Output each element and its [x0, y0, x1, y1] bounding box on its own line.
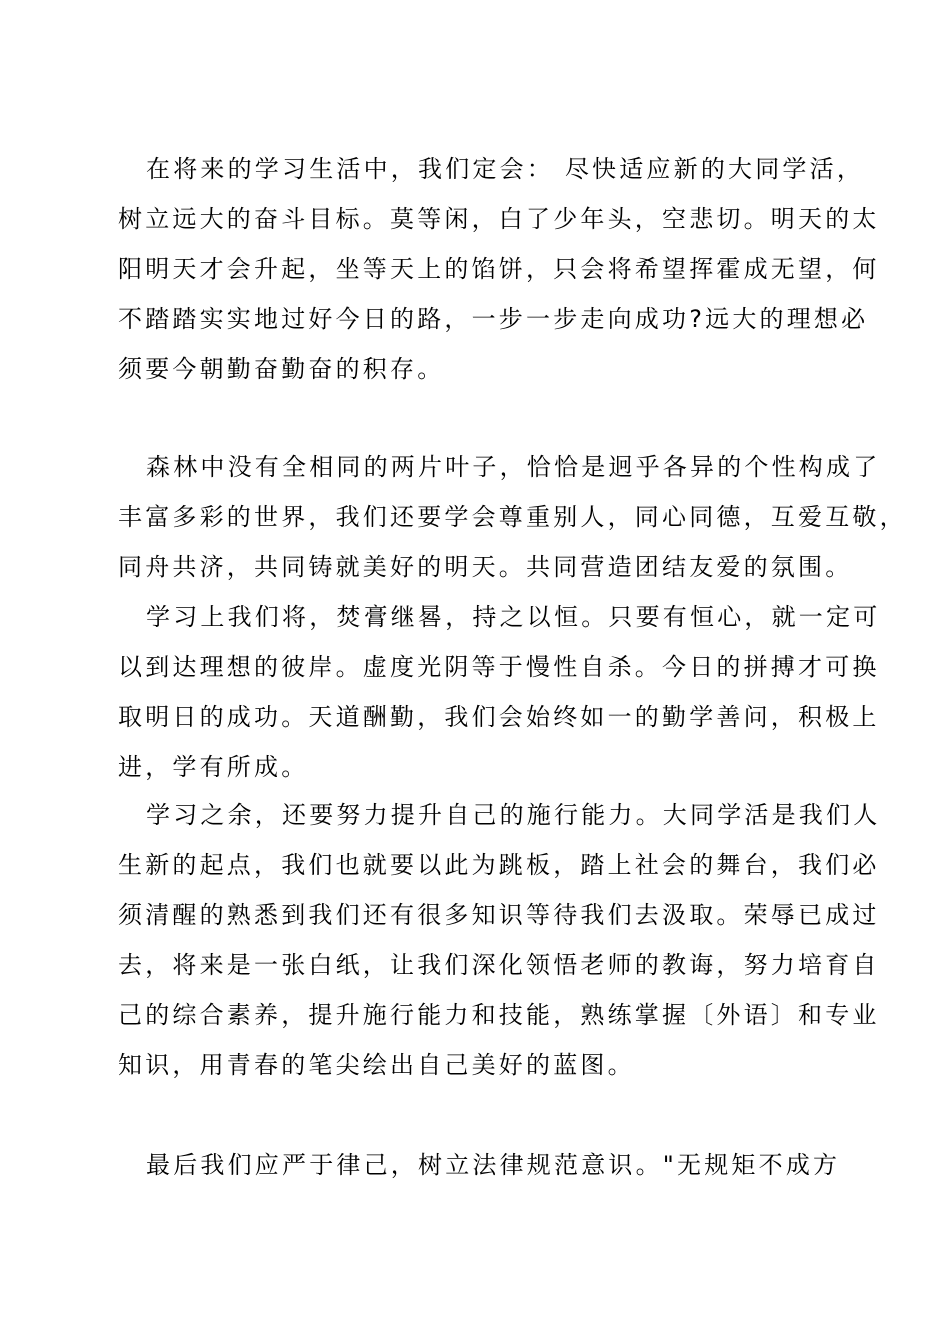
paragraph-1-line-1: 在将来的学习生活中，我们定会： 尽快适应新的大同学活，: [146, 155, 865, 183]
paragraph-4-line-6: 知识，用青春的笔尖绘出自己美好的蓝图。: [118, 1051, 635, 1079]
paragraph-2-line-1: 森林中没有全相同的两片叶子，恰恰是迥乎各异的个性构成了: [146, 453, 881, 481]
paragraph-1-line-5: 须要今朝勤奋勤奋的积存。: [118, 355, 445, 383]
paragraph-5-line-1: 最后我们应严于律己，树立法律规范意识。"无规矩不成方: [146, 1151, 841, 1179]
paragraph-3-line-4: 进，学有所成。: [118, 753, 309, 781]
paragraph-4-line-2: 生新的起点，我们也就要以此为跳板，踏上社会的舞台，我们必: [118, 851, 880, 879]
paragraph-3-line-3: 取明日的成功。天道酬勤，我们会始终如一的勤学善问，积极上: [118, 703, 880, 731]
paragraph-3-line-2: 以到达理想的彼岸。虚度光阴等于慢性自杀。今日的拼搏才可换: [118, 653, 880, 681]
paragraph-1-line-3: 阳明天才会升起，坐等天上的馅饼，只会将希望挥霍成无望，何: [118, 255, 880, 283]
paragraph-4-line-1: 学习之余，还要努力提升自己的施行能力。大同学活是我们人: [146, 801, 881, 829]
paragraph-2-line-3: 同舟共济，共同铸就美好的明天。共同营造团结友爱的氛围。: [118, 553, 853, 581]
paragraph-4-line-3: 须清醒的熟悉到我们还有很多知识等待我们去汲取。荣辱已成过: [118, 901, 880, 929]
paragraph-2-line-2: 丰富多彩的世界，我们还要学会尊重别人，同心同德，互爱互敬，: [118, 503, 907, 531]
paragraph-3-line-1: 学习上我们将，焚膏继晷，持之以恒。只要有恒心，就一定可: [146, 603, 881, 631]
paragraph-4-line-4: 去，将来是一张白纸，让我们深化领悟老师的教诲，努力培育自: [118, 951, 880, 979]
paragraph-1-line-4: 不踏踏实实地过好今日的路，一步一步走向成功?远大的理想必: [118, 305, 869, 333]
paragraph-4-line-5: 己的综合素养，提升施行能力和技能，熟练掌握〔外语〕和专业: [118, 1001, 880, 1029]
paragraph-1-line-2: 树立远大的奋斗目标。莫等闲，白了少年头，空悲切。明天的太: [118, 205, 880, 233]
